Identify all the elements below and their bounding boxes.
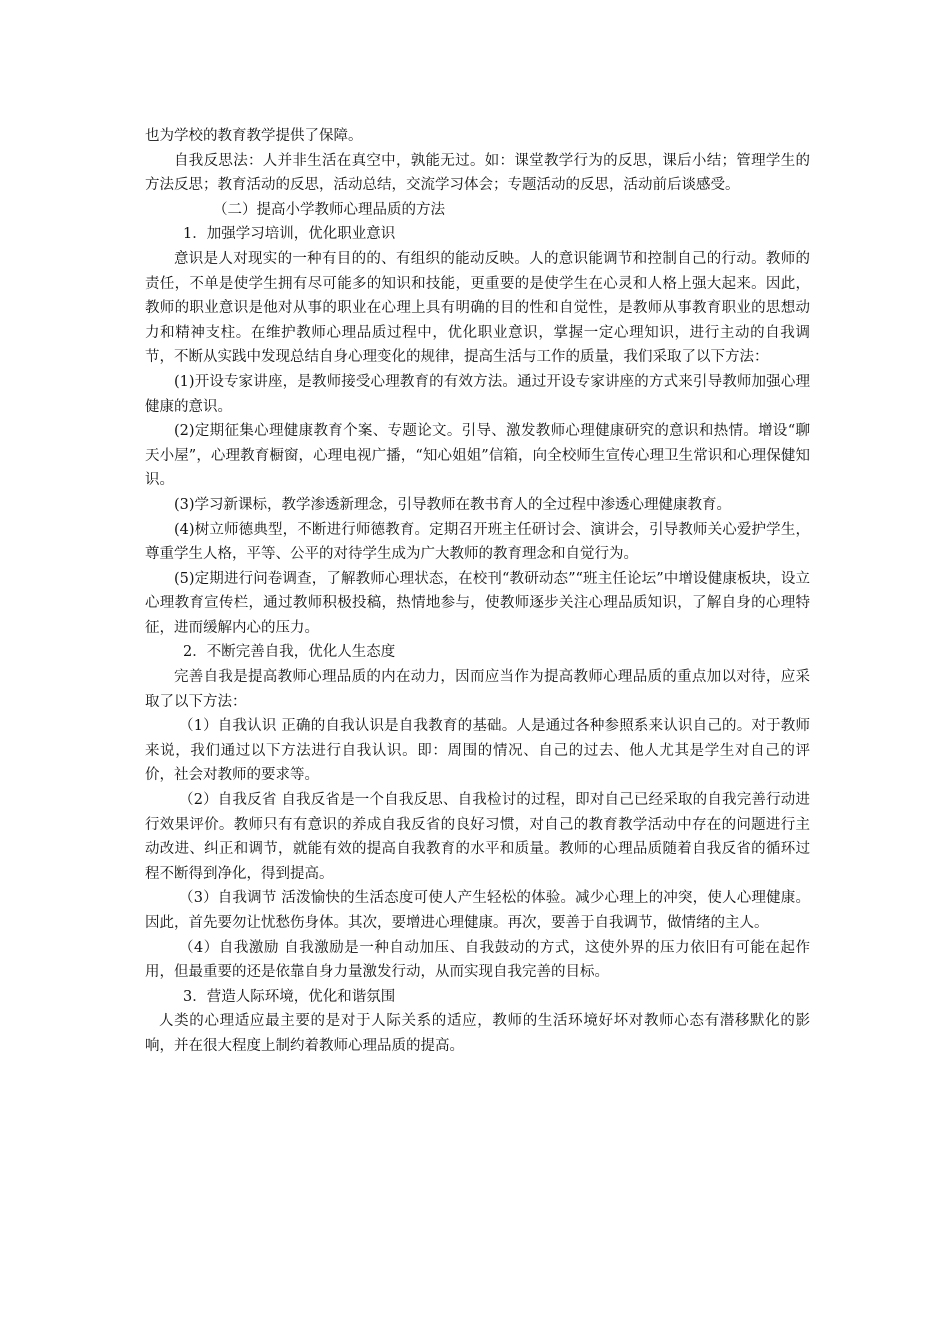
list-item-1: (1)开设专家讲座，是教师接受心理教育的有效方法。通过开设专家讲座的方式来引导教师加强心理健康的意识。	[145, 373, 810, 415]
paragraph-consciousness: 意识是人对现实的一种有目的的、有组织的能动反映。人的意识能调节和控制自己的行动。教师的责任，不单是使学生拥有尽可能多的知识和技能，更重要的是使学生在心灵和人格上强大起来。因此，教师的职业意识是他对从事的职业在心理上具有明确的目的性和自觉性，是教师从事教育职业的思想动力和精神支柱。在维护教师心理品质过程中，优化职业意识，掌握一定心理知识，进行主动的自我调节，不断从实践中发现总结自身心理变化的规律，提高生活与工作的质量，我们采取了以下方法：	[145, 250, 810, 366]
list-item-2: (2)定期征集心理健康教育个案、专题论文。引导、激发教师心理健康研究的意识和热情。增设“聊天小屋”，心理教育橱窗，心理电视广播，“知心姐姐”信箱，向全校师生宣传心理卫生常识和心理保健知识。	[145, 423, 810, 489]
list-item-5: (5)定期进行问卷调查，了解教师心理状态，在校刊“教研动态”“班主任论坛”中增设健康板块，设立心理教育宣传栏，通过教师积极投稿，热情地参与，使教师逐步关注心理品质知识，了解自身的心理特征，进而缓解内心的压力。	[145, 570, 810, 636]
paragraph-continuation: 也为学校的教育教学提供了保障。	[145, 128, 363, 144]
list-item-4: (4)树立师德典型，不断进行师德教育。定期召开班主任研讨会、演讲会，引导教师关心爱护学生，尊重学生人格，平等、公平的对待学生成为广大教师的教育理念和自觉行为。	[145, 521, 810, 563]
list-item-self-motivation: （4）自我激励 自我激励是一种自动加压、自我鼓动的方式，这使外界的压力依旧有可能在起作用，但最重要的还是依靠自身力量激发行动，从而实现自我完善的目标。	[145, 939, 810, 981]
paragraph-self-improvement: 完善自我是提高教师心理品质的内在动力，因而应当作为提高教师心理品质的重点加以对待，应采取了以下方法：	[145, 669, 810, 710]
list-item-3: (3)学习新课标，教学渗透新理念，引导教师在教书育人的全过程中渗透心理健康教育。	[174, 496, 732, 513]
document-body	[145, 124, 810, 1059]
list-item-self-awareness: （1）自我认识 正确的自我认识是自我教育的基础。人是通过各种参照系来认识自己的。对于教师来说，我们通过以下方法进行自我认识。即：周围的情况、自己的过去、他人尤其是学生对自己的评价，社会对教师的要求等。	[145, 718, 810, 784]
section-heading-methods: （二）提高小学教师心理品质的方法	[213, 201, 445, 218]
subheading-3: 3．营造人际环境，优化和谐氛围	[183, 988, 396, 1005]
paragraph-interpersonal: 人类的心理适应最主要的是对于人际关系的适应，教师的生活环境好坏对教师心态有潜移默化的影响，并在很大程度上制约着教师心理品质的提高。	[145, 1013, 810, 1054]
paragraph-self-reflection: 自我反思法：人并非生活在真空中，孰能无过。如：课堂教学行为的反思，课后小结；管理学生的方法反思；教育活动的反思，活动总结，交流学习体会；专题活动的反思，活动前后谈感受。	[145, 152, 810, 194]
list-item-self-examination: （2）自我反省 自我反省是一个自我反思、自我检讨的过程，即对自己已经采取的自我完善行动进行效果评价。教师只有有意识的养成自我反省的良好习惯，对自己的教育教学活动中存在的问题进行主动改进、纠正和调节，就能有效的提高自我教育的水平和质量。教师的心理品质随着自我反省的循环过程不断得到净化，得到提高。	[145, 792, 810, 882]
subheading-1: 1．加强学习培训，优化职业意识	[183, 226, 396, 243]
subheading-2: 2．不断完善自我，优化人生态度	[183, 644, 396, 661]
list-item-self-adjustment: （3）自我调节 活泼愉快的生活态度可使人产生轻松的体验。减少心理上的冲突，使人心理健康。因此，首先要勿让忧愁伤身体。其次，要增进心理健康。再次，要善于自我调节，做情绪的主人。	[145, 890, 810, 931]
